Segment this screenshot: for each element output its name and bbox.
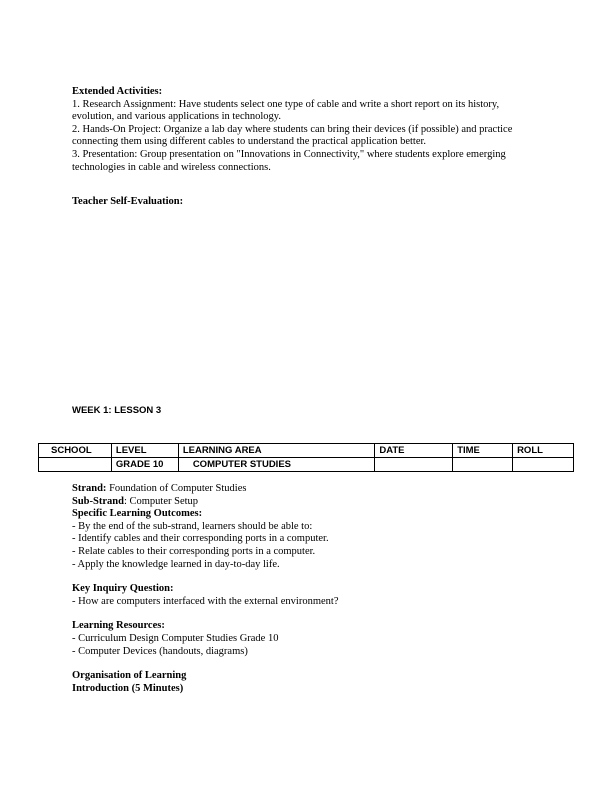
substrand-label: Sub-Strand xyxy=(72,495,124,507)
lesson-details-section xyxy=(72,483,542,695)
week-lesson-title: WEEK 1: LESSON 3 xyxy=(72,405,162,416)
strand-line xyxy=(72,483,542,496)
outcome-item: - Relate cables to their corresponding ports in a computer. xyxy=(72,545,316,557)
date-header: DATE xyxy=(375,444,453,458)
extended-activities-section xyxy=(72,86,542,174)
resource-item: - Curriculum Design Computer Studies Grade 10 xyxy=(72,632,279,644)
extended-activities-heading: Extended Activities: xyxy=(72,86,163,97)
date-cell xyxy=(375,458,453,472)
level-cell: GRADE 10 xyxy=(111,458,178,472)
resources-heading: Learning Resources: xyxy=(72,620,165,632)
school-header: SCHOOL xyxy=(39,444,112,458)
outcome-item: - Identify cables and their corresponding ports in a computer. xyxy=(72,533,329,545)
school-cell xyxy=(39,458,112,472)
learning-area-header: LEARNING AREA xyxy=(178,444,375,458)
learning-area-cell: COMPUTER STUDIES xyxy=(178,458,375,472)
extended-activity-item: 1. Research Assignment: Have students select one type of cable and write a short report on its history, evolution, and various applications in technology. xyxy=(72,98,500,123)
teacher-self-evaluation-heading: Teacher Self-Evaluation: xyxy=(72,196,184,207)
substrand-value: : Computer Setup xyxy=(123,495,199,507)
outcomes-heading: Specific Learning Outcomes: xyxy=(72,508,203,520)
strand-label: Strand: xyxy=(72,483,107,494)
resource-item: - Computer Devices (handouts, diagrams) xyxy=(72,645,248,657)
time-header: TIME xyxy=(453,444,513,458)
introduction-heading: Introduction (5 Minutes) xyxy=(72,682,184,694)
level-header: LEVEL xyxy=(111,444,178,458)
table-row xyxy=(39,458,574,472)
strand-value: Foundation of Computer Studies xyxy=(106,483,247,494)
roll-cell xyxy=(513,458,574,472)
table-header-row xyxy=(39,444,574,458)
teacher-self-evaluation-section xyxy=(72,196,542,209)
inquiry-item: - How are computers interfaced with the external environment? xyxy=(72,595,339,607)
inquiry-heading: Key Inquiry Question: xyxy=(72,583,174,595)
organisation-heading: Organisation of Learning xyxy=(72,670,187,682)
substrand-line xyxy=(72,496,542,509)
extended-activity-item: 2. Hands-On Project: Organize a lab day where students can bring their devices (if possible) and practice connecting them using different cables to understand the practical application better. xyxy=(72,123,513,148)
extended-activity-item: 3. Presentation: Group presentation on "Innovations in Connectivity," where students explore emerging technologies in cable and wireless connections. xyxy=(72,148,506,173)
time-cell xyxy=(453,458,513,472)
lesson-info-table xyxy=(38,443,574,472)
roll-header: ROLL xyxy=(513,444,574,458)
outcome-item: - By the end of the sub-strand, learners should be able to: xyxy=(72,520,313,532)
outcome-item: - Apply the knowledge learned in day-to-day life. xyxy=(72,558,280,570)
